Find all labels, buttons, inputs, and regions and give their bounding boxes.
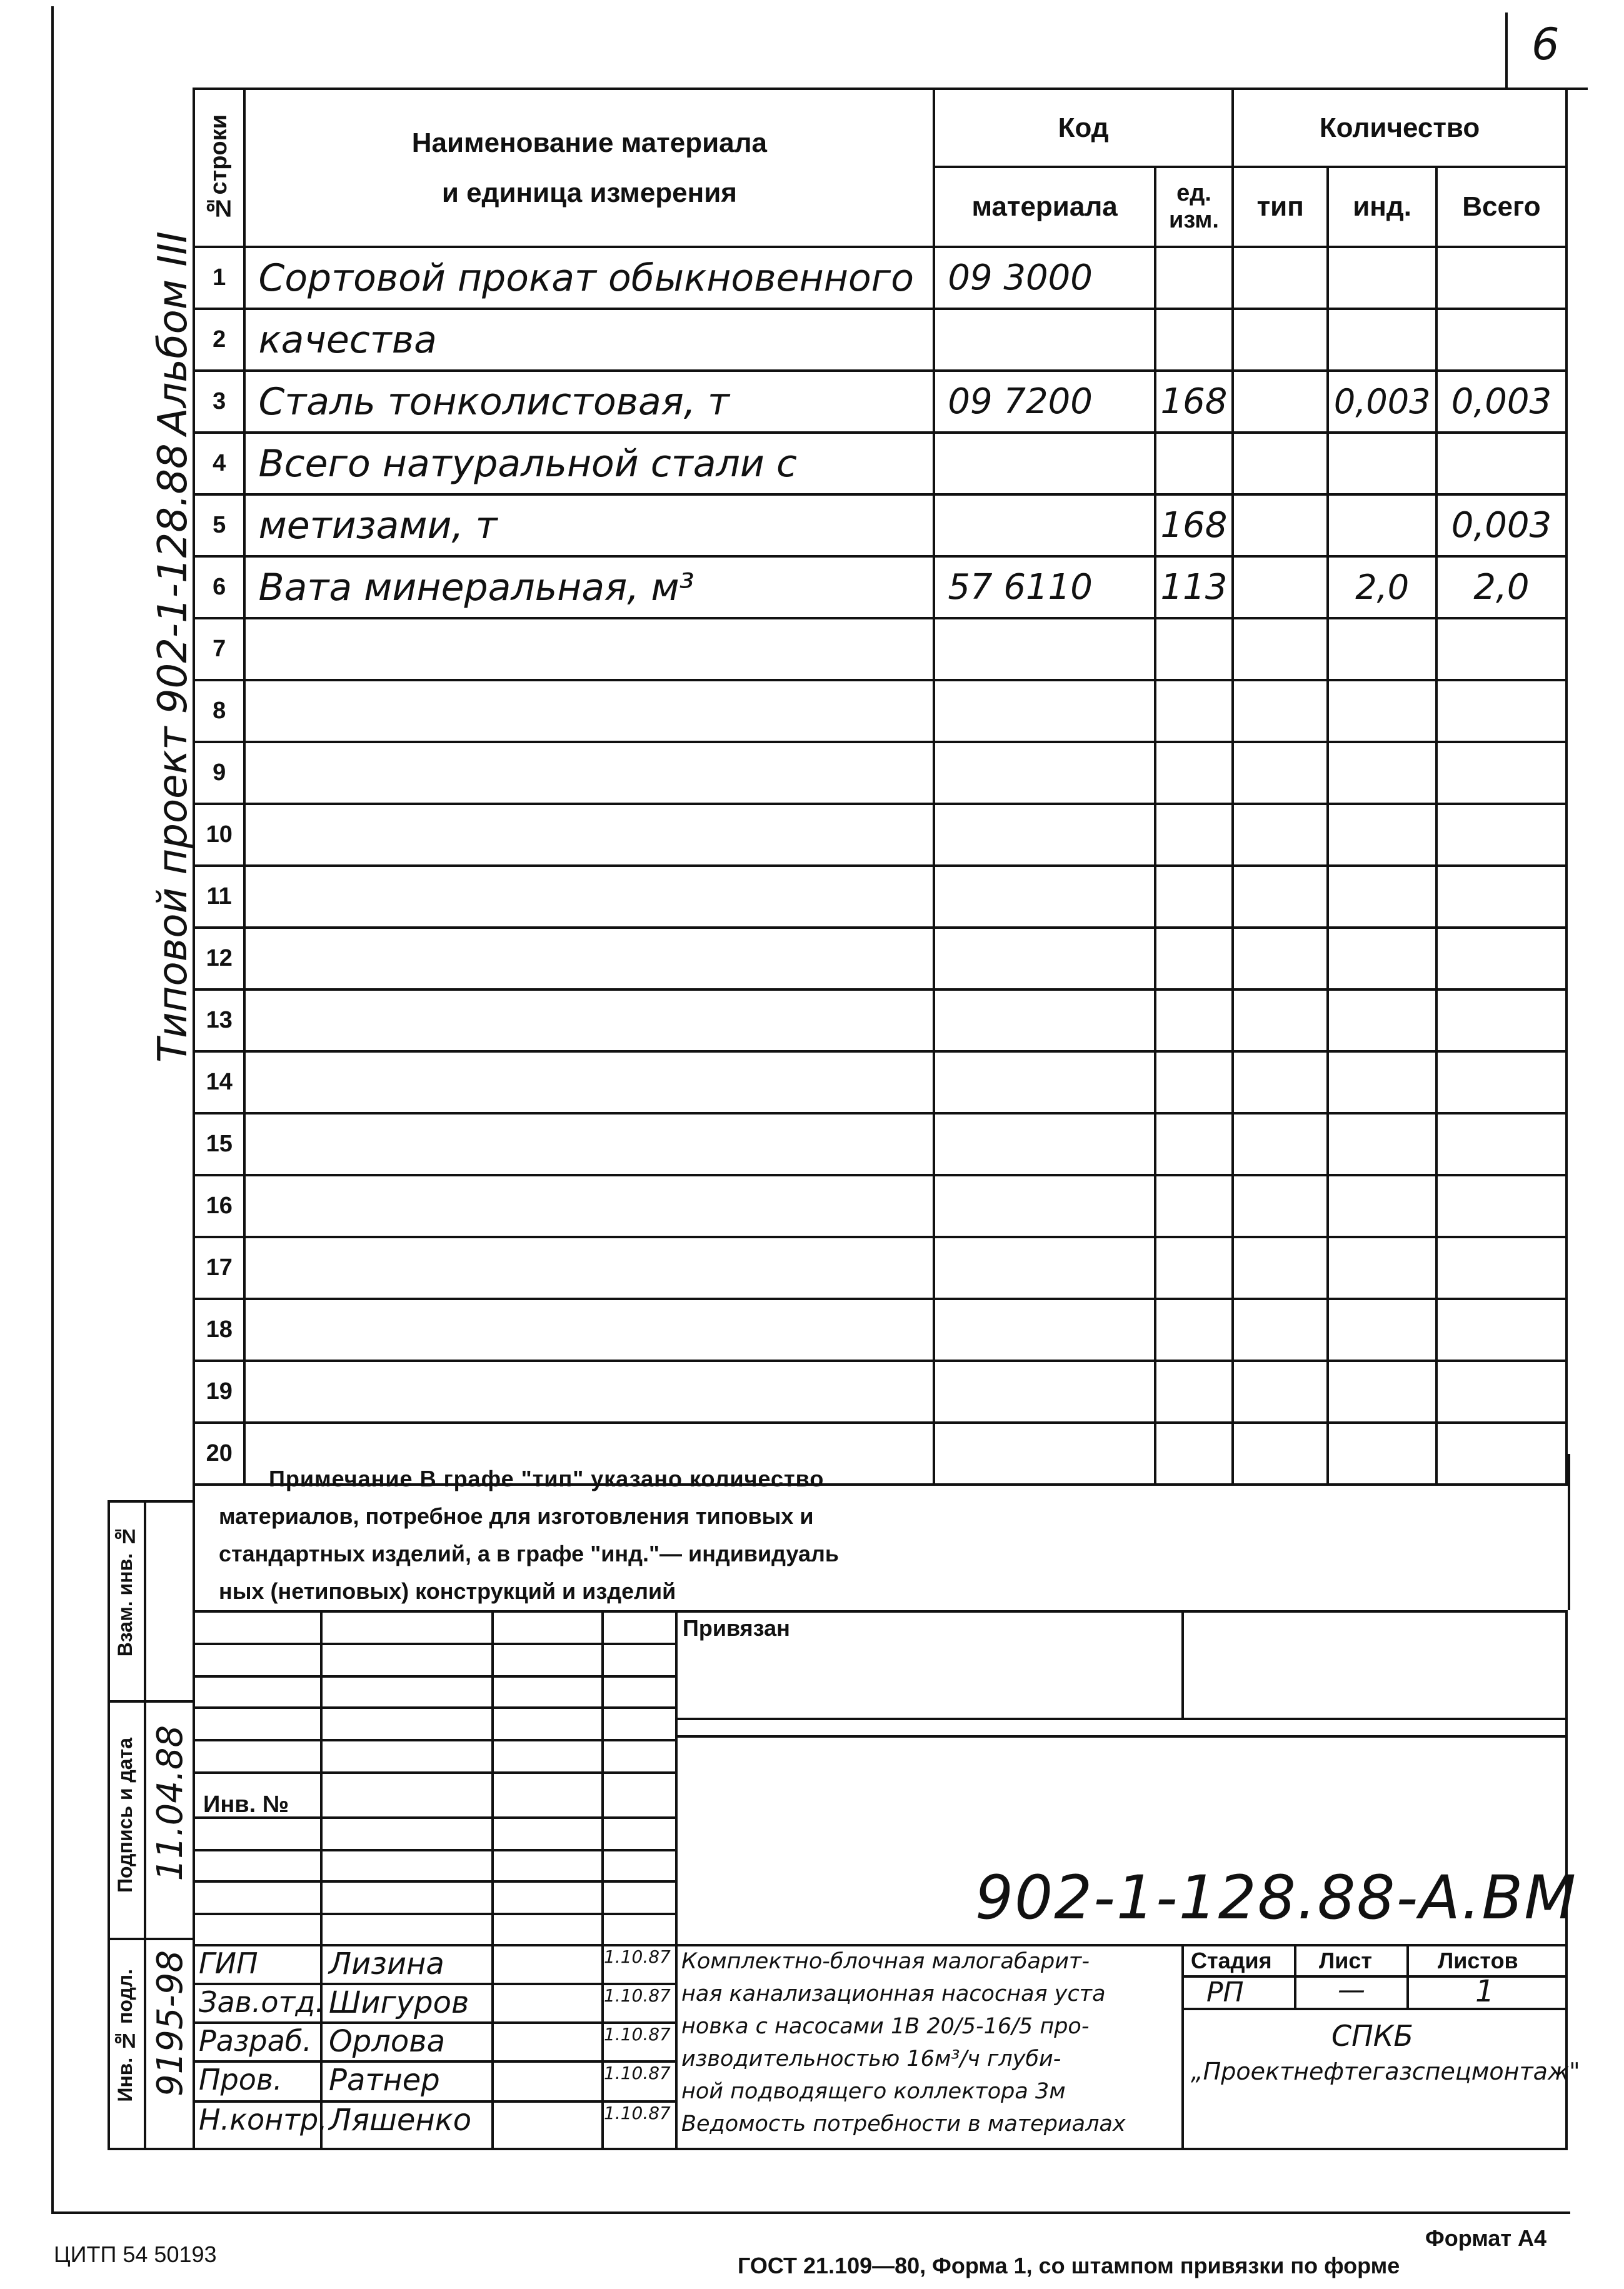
table-row: [194, 309, 1566, 371]
stamp-description-line: изводительностью 16м³/ч глуби-: [681, 2046, 1061, 2071]
material-name: [244, 680, 934, 742]
quantity-total: [1436, 1113, 1566, 1175]
quantity-total: [1436, 680, 1566, 742]
stamp-date: 1.10.87: [604, 1946, 671, 1967]
material-code: [934, 1237, 1155, 1299]
quantity-ind: [1328, 989, 1436, 1051]
row-number: 20: [194, 1423, 244, 1485]
stage-label: Стадия: [1191, 1948, 1272, 1973]
quantity-ind: [1328, 309, 1436, 371]
table-row: [194, 1051, 1566, 1113]
row-number: 1: [194, 247, 244, 309]
table-row: [194, 804, 1566, 866]
stamp-vline-5: [1181, 1610, 1184, 1718]
table-row: [194, 247, 1566, 309]
side-label-inv-podl: Инв. № подл.: [114, 1969, 136, 2102]
stage-vline-1: [1294, 1944, 1296, 2009]
material-name: [244, 1051, 934, 1113]
row-number: 16: [194, 1175, 244, 1237]
quantity-total: [1436, 742, 1566, 804]
side-label-podpis: Подпись и дата: [114, 1738, 136, 1893]
quantity-total: 2,0: [1436, 556, 1566, 618]
unit-code: [1155, 1299, 1233, 1361]
material-name: [244, 1175, 934, 1237]
stamp-date: 1.10.87: [604, 2063, 671, 2083]
quantity-ind: [1328, 1175, 1436, 1237]
stamp-privyazan: Привязан: [683, 1615, 790, 1641]
material-code: 09 7200: [934, 371, 1155, 433]
quantity-ind: 2,0: [1328, 556, 1436, 618]
material-name: [244, 928, 934, 989]
unit-code: [1155, 989, 1233, 1051]
table-row: [194, 371, 1566, 433]
row-number: 15: [194, 1113, 244, 1175]
quantity-total: 0,003: [1436, 494, 1566, 556]
quantity-type: [1233, 1299, 1328, 1361]
quantity-type: [1233, 928, 1328, 989]
stamp-doc-code: 902-1-128.88-А.ВМ: [975, 1863, 1578, 1933]
bottom-frame-line: [51, 2211, 1570, 2214]
row-number: 11: [194, 866, 244, 928]
material-code: [934, 928, 1155, 989]
table-row: [194, 742, 1566, 804]
stamp-hline-mid: [675, 1735, 1568, 1738]
quantity-type: [1233, 866, 1328, 928]
note-line-1: Примечание В графе "тип" указано количество: [269, 1466, 825, 1491]
stamp-hline: [193, 1706, 678, 1709]
quantity-ind: [1328, 433, 1436, 494]
material-name: Вата минеральная, м³: [244, 556, 934, 618]
quantity-type: [1233, 804, 1328, 866]
unit-code: [1155, 1361, 1233, 1423]
row-number: 8: [194, 680, 244, 742]
stamp-person-name: Шигуров: [329, 1985, 469, 2020]
stamp-hline: [193, 1880, 678, 1883]
stamp-description-line: Комплектно-блочная малогабарит-: [681, 1949, 1090, 1974]
stamp-role: Н.контр.: [199, 2103, 328, 2136]
material-code: [934, 989, 1155, 1051]
quantity-total: [1436, 433, 1566, 494]
unit-code: 168: [1155, 371, 1233, 433]
quantity-ind: [1328, 1113, 1436, 1175]
quantity-total: [1436, 1051, 1566, 1113]
quantity-total: [1436, 928, 1566, 989]
quantity-total: [1436, 1299, 1566, 1361]
quantity-total: [1436, 866, 1566, 928]
material-code: [934, 618, 1155, 680]
quantity-type: [1233, 989, 1328, 1051]
quantity-ind: [1328, 742, 1436, 804]
side-strip-sep-2: [108, 1938, 193, 1940]
row-number: 14: [194, 1051, 244, 1113]
stamp-description-line: новка с насосами 1В 20/5-16/5 про-: [681, 2014, 1090, 2039]
material-code: [934, 494, 1155, 556]
stage-vline-2: [1406, 1944, 1409, 2009]
header-code-unit: ед. изм.: [1155, 167, 1233, 247]
stamp-description-line: Ведомость потребности в материалах: [681, 2111, 1126, 2136]
material-code: [934, 742, 1155, 804]
quantity-type: [1233, 433, 1328, 494]
side-label-vzam: Взам. инв. №: [114, 1525, 136, 1657]
unit-code: [1155, 1237, 1233, 1299]
stamp-hline-wide: [675, 1944, 1568, 1946]
side-date-handwritten: 11.04.88: [150, 1725, 191, 1881]
stamp-role: Зав.отд.: [199, 1985, 324, 2019]
row-number: 9: [194, 742, 244, 804]
material-name: качества: [244, 309, 934, 371]
quantity-ind: [1328, 1237, 1436, 1299]
material-name: Сортовой прокат обыкновенного: [244, 247, 934, 309]
quantity-type: [1233, 1113, 1328, 1175]
quantity-type: [1233, 1237, 1328, 1299]
material-code: [934, 1175, 1155, 1237]
stamp-person-name: Ляшенко: [329, 2103, 472, 2138]
material-name: Сталь тонколистовая, т: [244, 371, 934, 433]
table-row: [194, 866, 1566, 928]
quantity-ind: [1328, 804, 1436, 866]
quantity-type: [1233, 1361, 1328, 1423]
unit-code: [1155, 866, 1233, 928]
quantity-type: [1233, 680, 1328, 742]
quantity-total: [1436, 309, 1566, 371]
row-number: 17: [194, 1237, 244, 1299]
header-quantity: Количество: [1233, 89, 1566, 167]
side-strip-divider: [144, 1500, 146, 2150]
stamp-hline: [193, 1771, 678, 1774]
table-row: [194, 1361, 1566, 1423]
sheets-label: Листов: [1438, 1948, 1518, 1973]
sheet-value: —: [1338, 1974, 1365, 2006]
table-row: [194, 1237, 1566, 1299]
quantity-ind: [1328, 928, 1436, 989]
project-label: Типовой проект 902-1-128.88: [150, 443, 196, 1063]
album-label: Альбом III: [150, 231, 196, 436]
quantity-type: [1233, 494, 1328, 556]
side-inv-handwritten: 9195-98: [150, 1950, 191, 2096]
material-name: Всего натуральной стали с: [244, 433, 934, 494]
materials-table: [193, 88, 1568, 1486]
header-q-type: тип: [1233, 167, 1328, 247]
material-name: [244, 1361, 934, 1423]
stamp-role: Пров.: [199, 2063, 283, 2096]
material-name: [244, 1299, 934, 1361]
stamp-person-name: Лизина: [329, 1946, 444, 1981]
table-row: [194, 1299, 1566, 1361]
table-row: [194, 928, 1566, 989]
material-name: [244, 1113, 934, 1175]
row-number: 12: [194, 928, 244, 989]
row-number: 13: [194, 989, 244, 1051]
page-number-divider: [1505, 13, 1508, 88]
quantity-total: [1436, 247, 1566, 309]
quantity-total: [1436, 1175, 1566, 1237]
material-name: [244, 989, 934, 1051]
side-strip-sep-1: [108, 1700, 193, 1703]
stamp-hline: [193, 1849, 678, 1851]
quantity-total: 0,003: [1436, 371, 1566, 433]
row-number: 10: [194, 804, 244, 866]
unit-code: [1155, 1175, 1233, 1237]
stamp-description-line: ная канализационная насосная уста: [681, 1981, 1106, 2006]
note-line-4: ных (нетиповых) конструкций и изделий: [219, 1578, 676, 1604]
quantity-ind: [1328, 1361, 1436, 1423]
note-line-2: материалов, потребное для изготовления типовых и: [219, 1503, 814, 1529]
table-row: [194, 556, 1566, 618]
header-row-no: №строки: [194, 89, 244, 247]
unit-code: [1155, 309, 1233, 371]
footer-left: ЦИТП 54 50193: [54, 2241, 217, 2267]
quantity-total: [1436, 1361, 1566, 1423]
unit-code: 113: [1155, 556, 1233, 618]
table-row: [194, 989, 1566, 1051]
stamp-role: ГИП: [199, 1946, 258, 1980]
header-name: Наименование материала и единица измерения: [244, 89, 934, 247]
stamp-date: 1.10.87: [604, 2103, 671, 2123]
quantity-type: [1233, 1051, 1328, 1113]
material-code: [934, 866, 1155, 928]
quantity-ind: [1328, 1299, 1436, 1361]
stamp-hline: [193, 1739, 678, 1741]
stamp-inv-no: Инв. №: [203, 1791, 289, 1818]
material-code: [934, 680, 1155, 742]
material-code: [934, 1361, 1155, 1423]
stamp-person-name: Ратнер: [329, 2063, 440, 2098]
page-number: 6: [1531, 19, 1560, 70]
stamp-date: 1.10.87: [604, 1985, 671, 2006]
quantity-ind: [1328, 618, 1436, 680]
quantity-type: [1233, 742, 1328, 804]
header-q-ind: инд.: [1328, 167, 1436, 247]
unit-code: [1155, 804, 1233, 866]
sheet-label: Лист: [1319, 1948, 1373, 1973]
quantity-ind: [1328, 494, 1436, 556]
row-number: 4: [194, 433, 244, 494]
table-row: [194, 494, 1566, 556]
table-row: [194, 433, 1566, 494]
material-name: [244, 618, 934, 680]
quantity-type: [1233, 556, 1328, 618]
unit-code: [1155, 1113, 1233, 1175]
material-code: [934, 433, 1155, 494]
row-number: 6: [194, 556, 244, 618]
quantity-type: [1233, 1175, 1328, 1237]
quantity-ind: [1328, 1051, 1436, 1113]
unit-code: [1155, 742, 1233, 804]
material-name: [244, 742, 934, 804]
unit-code: [1155, 247, 1233, 309]
header-code: Код: [934, 89, 1233, 167]
material-name: [244, 1237, 934, 1299]
material-code: [934, 804, 1155, 866]
stage-value: РП: [1206, 1976, 1244, 2008]
quantity-total: [1436, 618, 1566, 680]
quantity-type: [1233, 247, 1328, 309]
row-number: 2: [194, 309, 244, 371]
sheets-value: 1: [1475, 1974, 1495, 2009]
unit-code: [1155, 433, 1233, 494]
stamp-date: 1.10.87: [604, 2024, 671, 2045]
table-row: [194, 680, 1566, 742]
org-name-1: СПКБ: [1331, 2019, 1413, 2053]
stamp-hline-wide: [675, 1718, 1568, 1720]
row-number: 5: [194, 494, 244, 556]
stamp-hline: [193, 1675, 678, 1678]
material-code: [934, 1051, 1155, 1113]
stamp-hline: [193, 1913, 678, 1915]
quantity-ind: [1328, 866, 1436, 928]
quantity-ind: [1328, 247, 1436, 309]
quantity-ind: 0,003: [1328, 371, 1436, 433]
quantity-type: [1233, 309, 1328, 371]
row-number: 7: [194, 618, 244, 680]
row-number: 3: [194, 371, 244, 433]
quantity-type: [1233, 371, 1328, 433]
table-row: [194, 1175, 1566, 1237]
unit-code: [1155, 928, 1233, 989]
material-name: [244, 866, 934, 928]
org-name-2: „Проектнефтегазспецмонтаж": [1191, 2058, 1580, 2085]
material-name: метизами, т: [244, 494, 934, 556]
quantity-total: [1436, 989, 1566, 1051]
stamp-role: Разраб.: [199, 2024, 312, 2058]
footer-gost: ГОСТ 21.109—80, Форма 1, со штампом привязки по форме: [738, 2253, 1400, 2278]
unit-code: [1155, 1051, 1233, 1113]
quantity-total: [1436, 1237, 1566, 1299]
unit-code: [1155, 618, 1233, 680]
stamp-hline: [193, 1643, 678, 1645]
material-code: [934, 309, 1155, 371]
material-name: [244, 804, 934, 866]
stamp-description-line: ной подводящего коллектора 3м: [681, 2079, 1066, 2104]
row-number: 19: [194, 1361, 244, 1423]
stamp-person-name: Орлова: [329, 2024, 445, 2059]
table-row: [194, 618, 1566, 680]
header-q-total: Всего: [1436, 167, 1566, 247]
row-number: 18: [194, 1299, 244, 1361]
material-code: 09 3000: [934, 247, 1155, 309]
material-code: [934, 1113, 1155, 1175]
unit-code: [1155, 680, 1233, 742]
quantity-total: [1436, 804, 1566, 866]
note-line-3: стандартных изделий, а в графе "инд."— индивидуаль: [219, 1541, 840, 1566]
table-row: [194, 1113, 1566, 1175]
unit-code: 168: [1155, 494, 1233, 556]
material-code: [934, 1299, 1155, 1361]
header-code-material: материала: [934, 167, 1155, 247]
quantity-type: [1233, 618, 1328, 680]
left-margin-line: [51, 6, 54, 2213]
footer-format: Формат А4: [1425, 2225, 1547, 2251]
quantity-ind: [1328, 680, 1436, 742]
material-code: 57 6110: [934, 556, 1155, 618]
